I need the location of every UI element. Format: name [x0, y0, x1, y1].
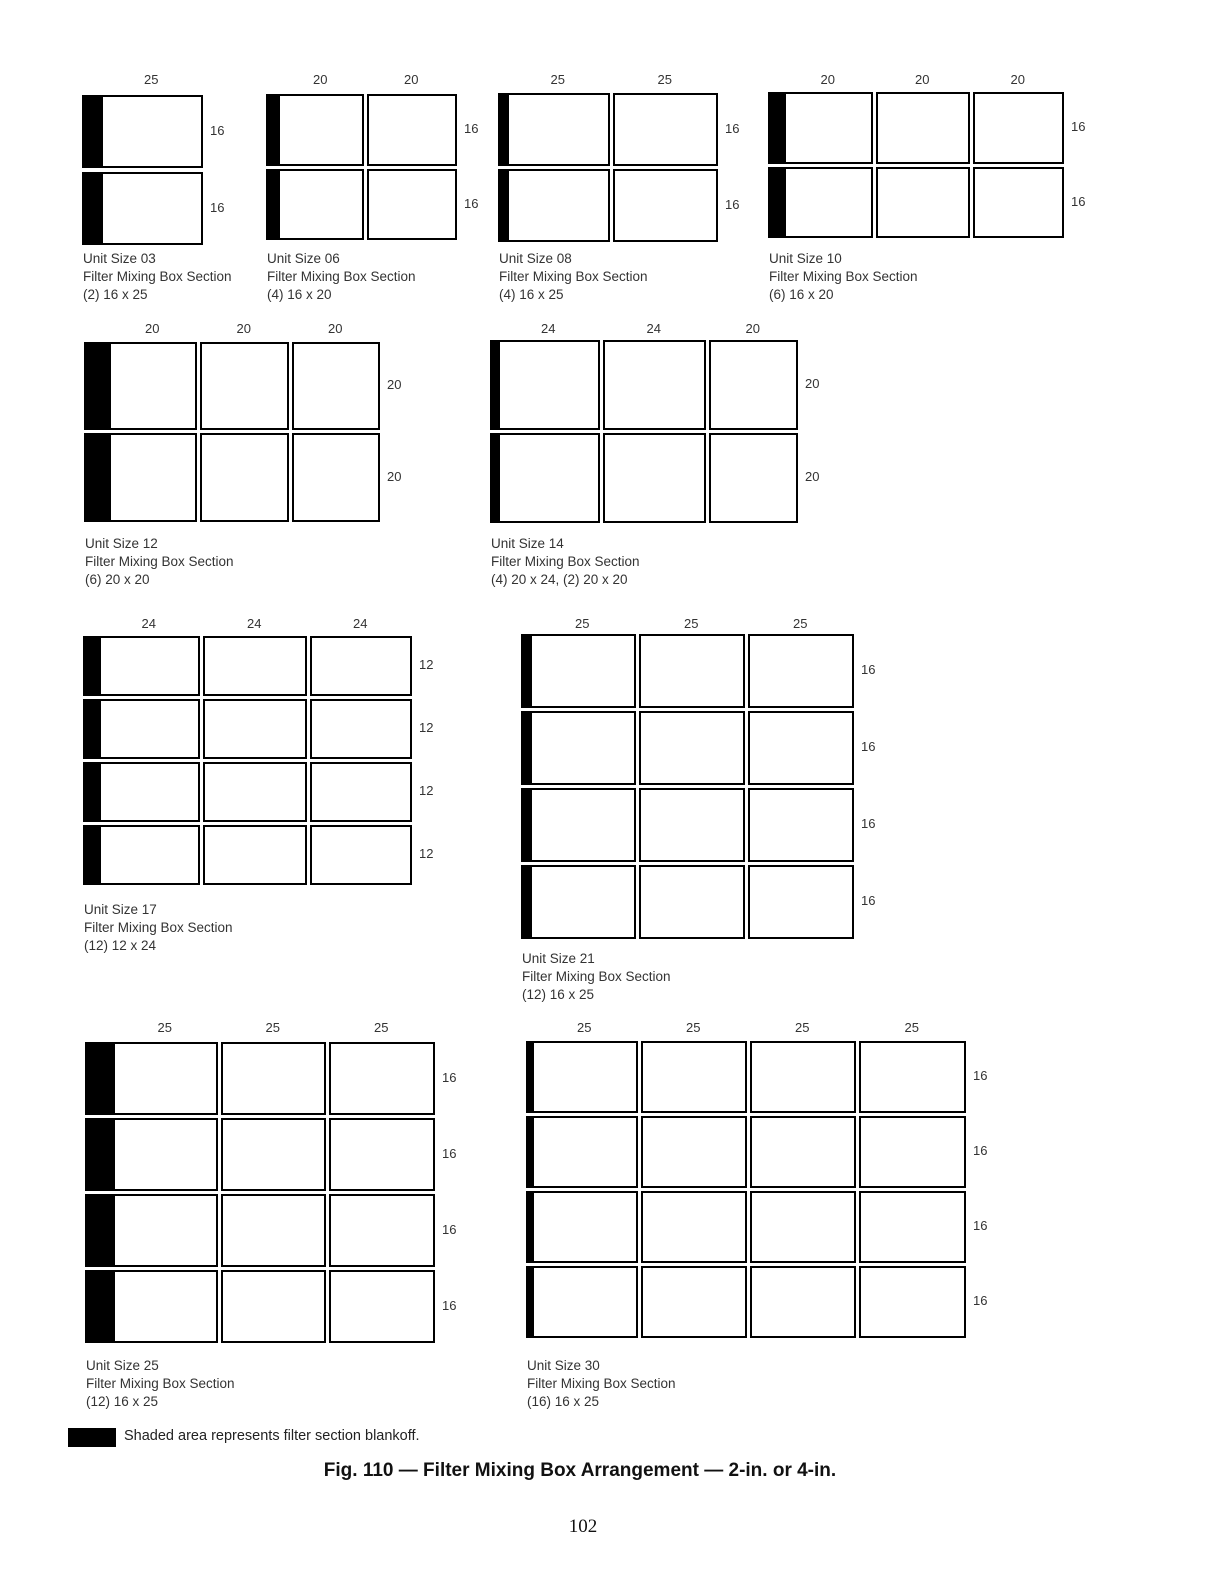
row-dimension-label: 20	[805, 469, 820, 484]
row-dimension-label: 16	[973, 1068, 988, 1083]
filter-cell	[639, 865, 745, 939]
filter-cell	[507, 169, 610, 242]
diagram-caption	[83, 250, 232, 304]
row-dimension-label: 16	[464, 195, 479, 211]
section-label: Filter Mixing Box Section	[491, 554, 640, 569]
filter-cell	[292, 433, 380, 522]
filter-cell	[859, 1116, 966, 1188]
column-dimension-label: 20	[745, 321, 760, 336]
filter-cell	[99, 825, 200, 885]
filter-cell	[310, 699, 412, 759]
filter-quantity-label: (12) 12 x 24	[84, 938, 157, 953]
filter-cell	[221, 1194, 326, 1267]
filter-cell	[310, 762, 412, 822]
row-dimension-label: 12	[419, 657, 434, 672]
row-dimension-label: 16	[973, 1218, 988, 1233]
filter-cell	[310, 636, 412, 696]
column-dimension-label: 25	[904, 1020, 919, 1035]
column-dimension-label: 20	[1010, 72, 1025, 87]
filter-cell	[221, 1270, 326, 1343]
filter-cell	[310, 825, 412, 885]
filter-quantity-label: (2) 16 x 25	[83, 287, 148, 302]
filter-cell	[99, 699, 200, 759]
column-dimension-label: 20	[820, 72, 835, 87]
filter-cell	[278, 169, 364, 240]
filter-cell	[367, 94, 457, 166]
filter-cell	[784, 92, 873, 164]
row-dimension-label: 16	[973, 1143, 988, 1158]
column-dimension-label: 20	[328, 321, 343, 336]
unit-size-label: Unit Size 12	[85, 536, 158, 551]
row-dimension-label: 12	[419, 720, 434, 735]
filter-cell	[278, 94, 364, 166]
row-dimension-label: 16	[210, 122, 225, 138]
filter-cell	[200, 342, 289, 430]
filter-cell	[603, 340, 706, 430]
diagram-caption	[527, 1357, 676, 1411]
row-dimension-label: 16	[442, 1145, 457, 1161]
filter-cell	[367, 169, 457, 240]
filter-cell	[221, 1042, 326, 1115]
filter-cell	[641, 1041, 747, 1113]
row-dimension-label: 20	[805, 376, 820, 391]
filter-cell	[109, 342, 197, 430]
filter-cell	[613, 169, 718, 242]
column-dimension-label: 20	[915, 72, 930, 87]
row-dimension-label: 16	[861, 816, 876, 831]
column-dimension-label: 24	[141, 616, 156, 631]
filter-cell	[859, 1266, 966, 1338]
column-dimension-label: 25	[550, 72, 565, 87]
section-label: Filter Mixing Box Section	[527, 1376, 676, 1391]
filter-cell	[109, 433, 197, 522]
unit-size-label: Unit Size 21	[522, 951, 595, 966]
filter-cell	[748, 865, 854, 939]
filter-cell	[113, 1194, 218, 1267]
filter-cell	[973, 92, 1064, 164]
filter-cell	[200, 433, 289, 522]
row-dimension-label: 16	[210, 199, 225, 215]
filter-cell	[748, 788, 854, 862]
filter-cell	[748, 634, 854, 708]
filter-cell	[113, 1270, 218, 1343]
unit-size-label: Unit Size 10	[769, 251, 842, 266]
diagram-caption	[85, 535, 234, 589]
column-dimension-label: 25	[575, 616, 590, 631]
filter-cell	[603, 433, 706, 523]
blankoff-panel	[84, 342, 111, 430]
column-dimension-label: 25	[157, 1020, 172, 1035]
figure-title: Fig. 110 — Filter Mixing Box Arrangement — 2-in. or 4-in.	[323, 1460, 837, 1481]
diagram-caption	[499, 250, 648, 304]
section-label: Filter Mixing Box Section	[499, 269, 648, 284]
filter-cell	[203, 636, 307, 696]
filter-cell	[750, 1191, 856, 1263]
column-dimension-label: 20	[313, 72, 328, 87]
row-dimension-label: 12	[419, 783, 434, 798]
unit-size-label: Unit Size 06	[267, 251, 340, 266]
filter-cell	[859, 1191, 966, 1263]
filter-cell	[748, 711, 854, 785]
column-dimension-label: 24	[646, 321, 661, 336]
column-dimension-label: 20	[145, 321, 160, 336]
filter-quantity-label: (6) 16 x 20	[769, 287, 834, 302]
filter-cell	[639, 711, 745, 785]
column-dimension-label: 25	[577, 1020, 592, 1035]
filter-quantity-label: (4) 16 x 20	[267, 287, 332, 302]
column-dimension-label: 24	[541, 321, 556, 336]
filter-cell	[203, 825, 307, 885]
diagram-caption	[769, 250, 918, 304]
filter-quantity-label: (12) 16 x 25	[86, 1394, 159, 1409]
filter-cell	[203, 762, 307, 822]
filter-cell	[498, 433, 600, 523]
filter-cell	[329, 1118, 435, 1191]
column-dimension-label: 25	[795, 1020, 810, 1035]
diagram-caption	[491, 535, 640, 589]
row-dimension-label: 16	[861, 893, 876, 908]
filter-cell	[292, 342, 380, 430]
blankoff-panel	[82, 95, 103, 168]
filter-cell	[709, 340, 798, 430]
filter-cell	[641, 1266, 747, 1338]
filter-cell	[750, 1266, 856, 1338]
filter-quantity-label: (4) 20 x 24, (2) 20 x 20	[491, 572, 628, 587]
filter-cell	[221, 1118, 326, 1191]
row-dimension-label: 16	[861, 662, 876, 677]
blankoff-swatch	[68, 1428, 116, 1447]
column-dimension-label: 24	[353, 616, 368, 631]
filter-cell	[613, 93, 718, 166]
section-label: Filter Mixing Box Section	[85, 554, 234, 569]
diagram-caption	[267, 250, 416, 304]
filter-cell	[750, 1041, 856, 1113]
unit-size-label: Unit Size 25	[86, 1358, 159, 1373]
unit-size-label: Unit Size 08	[499, 251, 572, 266]
row-dimension-label: 16	[442, 1069, 457, 1085]
filter-quantity-label: (12) 16 x 25	[522, 987, 595, 1002]
filter-cell	[530, 634, 636, 708]
blankoff-panel	[85, 1042, 115, 1115]
blankoff-panel	[85, 1270, 115, 1343]
row-dimension-label: 16	[442, 1221, 457, 1237]
diagram-caption	[86, 1357, 235, 1411]
row-dimension-label: 16	[973, 1293, 988, 1308]
column-dimension-label: 20	[404, 72, 419, 87]
filter-cell	[639, 788, 745, 862]
filter-cell	[709, 433, 798, 523]
row-dimension-label: 20	[387, 468, 402, 484]
unit-size-label: Unit Size 14	[491, 536, 564, 551]
filter-cell	[784, 167, 873, 238]
unit-size-label: Unit Size 03	[83, 251, 156, 266]
page-number: 102	[568, 1516, 598, 1537]
column-dimension-label: 25	[265, 1020, 280, 1035]
section-label: Filter Mixing Box Section	[769, 269, 918, 284]
filter-cell	[113, 1042, 218, 1115]
row-dimension-label: 16	[861, 739, 876, 754]
column-dimension-label: 20	[236, 321, 251, 336]
filter-quantity-label: (4) 16 x 25	[499, 287, 564, 302]
unit-size-label: Unit Size 17	[84, 902, 157, 917]
column-dimension-label: 24	[247, 616, 262, 631]
filter-cell	[532, 1266, 638, 1338]
filter-cell	[876, 167, 970, 238]
filter-cell	[329, 1042, 435, 1115]
filter-cell	[329, 1270, 435, 1343]
filter-cell	[101, 95, 203, 168]
filter-cell	[530, 865, 636, 939]
section-label: Filter Mixing Box Section	[522, 969, 671, 984]
filter-cell	[532, 1191, 638, 1263]
row-dimension-label: 16	[464, 121, 479, 136]
filter-cell	[530, 788, 636, 862]
section-label: Filter Mixing Box Section	[267, 269, 416, 284]
filter-cell	[750, 1116, 856, 1188]
blankoff-panel	[84, 433, 111, 522]
row-dimension-label: 16	[1071, 193, 1086, 209]
diagram-caption	[84, 901, 233, 955]
row-dimension-label: 16	[442, 1297, 457, 1313]
filter-cell	[101, 172, 203, 245]
column-dimension-label: 25	[657, 72, 672, 87]
column-dimension-label: 25	[374, 1020, 389, 1035]
filter-cell	[532, 1116, 638, 1188]
filter-cell	[641, 1116, 747, 1188]
column-dimension-label: 25	[686, 1020, 701, 1035]
blankoff-panel	[85, 1194, 115, 1267]
filter-cell	[507, 93, 610, 166]
row-dimension-label: 20	[387, 377, 402, 392]
row-dimension-label: 16	[725, 196, 740, 212]
column-dimension-label: 25	[793, 616, 808, 631]
blankoff-panel	[82, 172, 103, 245]
filter-cell	[329, 1194, 435, 1267]
filter-cell	[99, 762, 200, 822]
row-dimension-label: 16	[1071, 119, 1086, 134]
blankoff-panel	[85, 1118, 115, 1191]
filter-cell	[99, 636, 200, 696]
legend-text: Shaded area represents filter section blankoff.	[124, 1428, 420, 1444]
filter-cell	[876, 92, 970, 164]
filter-quantity-label: (6) 20 x 20	[85, 572, 150, 587]
column-dimension-label: 25	[684, 616, 699, 631]
row-dimension-label: 16	[725, 120, 740, 136]
column-dimension-label: 25	[144, 72, 159, 87]
filter-cell	[973, 167, 1064, 238]
filter-cell	[859, 1041, 966, 1113]
filter-quantity-label: (16) 16 x 25	[527, 1394, 600, 1409]
filter-cell	[498, 340, 600, 430]
diagram-caption	[522, 950, 671, 1004]
unit-size-label: Unit Size 30	[527, 1358, 600, 1373]
section-label: Filter Mixing Box Section	[86, 1376, 235, 1391]
filter-cell	[203, 699, 307, 759]
section-label: Filter Mixing Box Section	[83, 269, 232, 284]
section-label: Filter Mixing Box Section	[84, 920, 233, 935]
row-dimension-label: 12	[419, 846, 434, 861]
filter-cell	[530, 711, 636, 785]
filter-cell	[639, 634, 745, 708]
filter-cell	[532, 1041, 638, 1113]
filter-cell	[113, 1118, 218, 1191]
filter-cell	[641, 1191, 747, 1263]
